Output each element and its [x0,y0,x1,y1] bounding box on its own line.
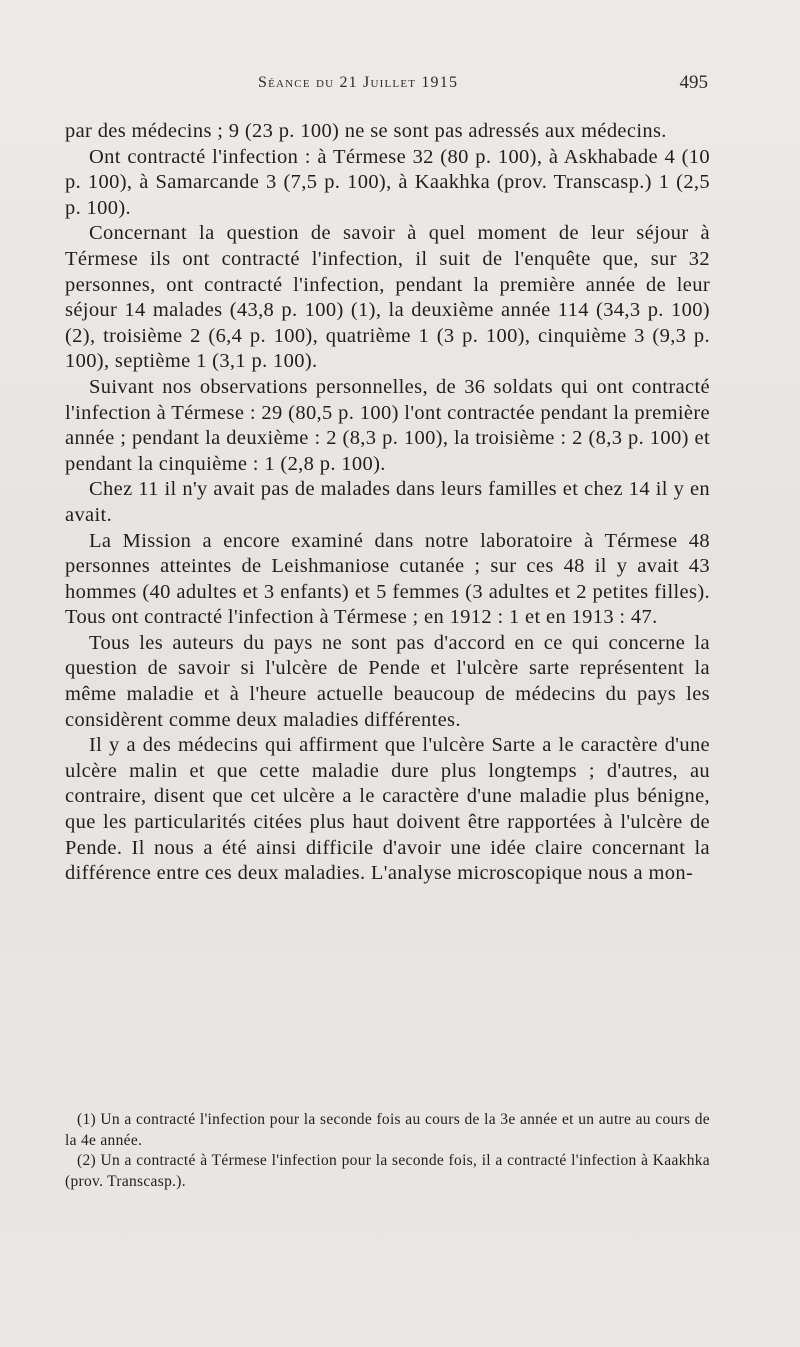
paragraph: Ont contracté l'infection : à Térmese 32 (80 p. 100), à Askhabade 4 (10 p. 100), à Samarcande 3 (7,5 p. 100), à Kaakhka (prov. Transcasp.) 1 (2,5 p. 100). [65,145,710,219]
paragraph: par des médecins ; 9 (23 p. 100) ne se sont pas adressés aux médecins. [65,120,667,142]
paragraph: Tous les auteurs du pays ne sont pas d'accord en ce qui concerne la question de savoir si l'ulcère de Pende et l'ulcère sarte représentent la même maladie et à l'heure actuelle beaucoup de médecins du pays les considèrent comme deux maladies différentes. [65,631,710,731]
running-title: Séance du 21 Juillet 1915 [258,74,459,91]
paragraph: Concernant la question de savoir à quel moment de leur séjour à Térmese ils ont contracté l'infection, il suit de l'enquête que, sur 32 personnes, ont contracté l'infection, pendant la première année de leur séjour 14 malades (43,8 p. 100) (1), la deuxième année 114 (34,3 p. 100) (2), troisième 2 (6,4 p. 100), quatrième 1 (3 p. 100), cinquième 3 (9,3 p. 100), septième 1 (3,1 p. 100). [65,222,710,373]
page-number: 495 [679,72,708,93]
footnotes [65,1110,710,1192]
paragraph: La Mission a encore examiné dans notre laboratoire à Térmese 48 personnes atteintes de Leishmaniose cutanée ; sur ces 48 il y avait 43 hommes (40 adultes et 3 enfants) et 5 femmes (3 adultes et 2 petites filles). Tous ont contracté l'infection à Térmese ; en 1912 : 1 et en 1913 : 47. [65,529,710,629]
body-text [65,119,710,887]
paragraph: Suivant nos observations personnelles, de 36 soldats qui ont contracté l'infection à Térmese : 29 (80,5 p. 100) l'ont contractée pendant la première année ; pendant la deuxième : 2 (8,3 p. 100), la troisième : 2 (8,3 p. 100) et pendant la cinquième : 1 (2,8 p. 100). [65,375,710,475]
paragraph: Chez 11 il n'y avait pas de malades dans leurs familles et chez 14 il y en avait. [65,478,710,526]
footnote: (1) Un a contracté l'infection pour la seconde fois au cours de la 3e année et un autre au cours de la 4e année. [65,1111,710,1149]
paragraph: Il y a des médecins qui affirment que l'ulcère Sarte a le caractère d'une ulcère malin et que cette maladie dure plus longtemps ; d'autres, au contraire, disent que cet ulcère a le caractère d'une maladie plus bénigne, que les particularités citées plus haut doivent être rapportées à l'ulcère de Pende. Il nous a été ainsi difficile d'avoir une idée claire concernant la différence entre ces deux maladies. L'analyse microscopique nous a mon- [65,734,710,885]
footnote: (2) Un a contracté à Térmese l'infection pour la seconde fois, il a contracté l'infection à Kaakhka (prov. Transcasp.). [65,1152,710,1190]
